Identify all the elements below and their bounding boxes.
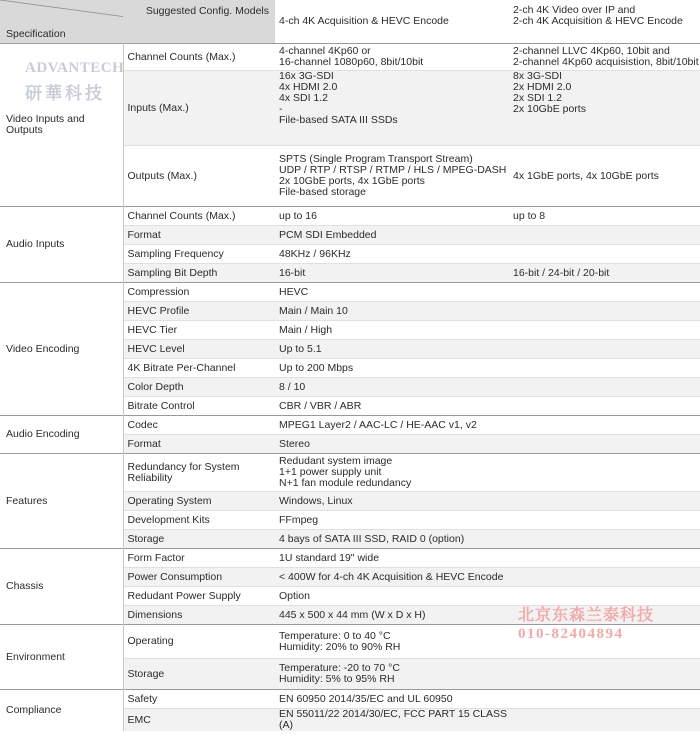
spec-row (0, 44, 700, 71)
dealer-name: 北京东森兰泰科技 (518, 607, 655, 624)
feature-label: Sampling Frequency (123, 245, 275, 264)
model-1-value: EN 55011/22 2014/30/EC, FCC PART 15 CLASS (A) (275, 709, 509, 732)
model-2-value (509, 321, 700, 340)
feature-label: Channel Counts (Max.) (123, 44, 275, 71)
model-2-value (509, 359, 700, 378)
model-1-value: Temperature: -20 to 70 °C Humidity: 5% to 95% RH (275, 659, 509, 690)
model-1-title: 4-ch 4K Acquisition & HEVC Encode (279, 15, 449, 27)
model-2-value (509, 397, 700, 416)
model-2-header (509, 0, 700, 44)
category-cell: Environment (0, 625, 123, 690)
model-1-value: 4-channel 4Kp60 or 16-channel 1080p60, 8bit/10bit (275, 44, 509, 71)
model-2-value (509, 690, 700, 709)
feature-label: Format (123, 435, 275, 454)
spec-row (0, 207, 700, 226)
spec-row (0, 283, 700, 302)
model-1-value: Main / High (275, 321, 509, 340)
feature-label: Storage (123, 530, 275, 549)
feature-label: Power Consumption (123, 568, 275, 587)
feature-label: Safety (123, 690, 275, 709)
model-1-value: MPEG1 Layer2 / AAC-LC / HE-AAC v1, v2 (275, 416, 509, 435)
feature-label: Color Depth (123, 378, 275, 397)
model-1-header (275, 0, 509, 44)
model-1-value: Option (275, 587, 509, 606)
category-cell: Chassis (0, 549, 123, 625)
feature-label: HEVC Level (123, 340, 275, 359)
model-1-value: 16x 3G-SDI 4x HDMI 2.0 4x SDI 1.2 - File-based SATA III SSDs (275, 71, 509, 146)
suggested-models-label: Suggested Config. Models (145, 5, 269, 17)
model-2-value (509, 492, 700, 511)
specification-header-cell (0, 0, 123, 44)
advantech-logo-cn: 研華科技 (25, 84, 105, 103)
model-2-value: 4x 1GbE ports, 4x 10GbE ports (509, 146, 700, 207)
model-2-value (509, 378, 700, 397)
feature-label: Format (123, 226, 275, 245)
model-1-value: Windows, Linux (275, 492, 509, 511)
model-2-title: 2-ch 4K Video over IP and 2-ch 4K Acquisition & HEVC Encode (513, 4, 683, 27)
category-cell: Video Encoding (0, 283, 123, 416)
model-1-value: Temperature: 0 to 40 °C Humidity: 20% to 90% RH (275, 625, 509, 659)
specification-label: Specification (6, 28, 66, 40)
feature-label: EMC (123, 709, 275, 732)
model-2-value: 8x 3G-SDI 2x HDMI 2.0 2x SDI 1.2 2x 10GbE ports (509, 71, 700, 146)
model-2-value: 2-channel LLVC 4Kp60, 10bit and 2-channel 4Kp60 acquisistion, 8bit/10bit (509, 44, 700, 71)
feature-label: Compression (123, 283, 275, 302)
feature-label: HEVC Tier (123, 321, 275, 340)
feature-label: HEVC Profile (123, 302, 275, 321)
model-1-value: Main / Main 10 (275, 302, 509, 321)
spec-row (0, 625, 700, 659)
model-2-value (509, 549, 700, 568)
model-1-value: EN 60950 2014/35/EC and UL 60950 (275, 690, 509, 709)
model-1-value: < 400W for 4-ch 4K Acquisition & HEVC Encode (275, 568, 509, 587)
model-1-value: Up to 200 Mbps (275, 359, 509, 378)
model-1-value: 4 bays of SATA III SSD, RAID 0 (option) (275, 530, 509, 549)
model-1-value: up to 16 (275, 207, 509, 226)
dealer-phone: 010-82404894 (518, 626, 624, 642)
model-2-value (509, 245, 700, 264)
model-1-value: 8 / 10 (275, 378, 509, 397)
model-1-value: SPTS (Single Program Transport Stream) UDP / RTP / RTSP / RTMP / HLS / MPEG-DASH 2x 10GbE ports, 4x 1GbE ports File-based storage (275, 146, 509, 207)
model-2-value: up to 8 (509, 207, 700, 226)
model-2-value (509, 454, 700, 492)
model-2-value (509, 511, 700, 530)
feature-label: Codec (123, 416, 275, 435)
feature-label: Dimensions (123, 606, 275, 625)
feature-label: 4K Bitrate Per-Channel (123, 359, 275, 378)
model-2-value (509, 587, 700, 606)
feature-label: Sampling Bit Depth (123, 264, 275, 283)
model-1-value: 1U standard 19" wide (275, 549, 509, 568)
advantech-logo-text: ADVANTECH (25, 60, 125, 76)
category-cell: Audio Encoding (0, 416, 123, 454)
spec-row (0, 454, 700, 492)
model-1-value: Redudant system image 1+1 power supply unit N+1 fan module redundancy (275, 454, 509, 492)
feature-label: Bitrate Control (123, 397, 275, 416)
model-2-value (509, 340, 700, 359)
model-1-value: HEVC (275, 283, 509, 302)
category-cell: Video Inputs and Outputs (0, 44, 123, 207)
feature-label: Operating System (123, 492, 275, 511)
model-2-value (509, 530, 700, 549)
category-cell: Features (0, 454, 123, 549)
model-2-value (509, 226, 700, 245)
model-2-value (509, 568, 700, 587)
model-2-value (509, 416, 700, 435)
model-1-value: PCM SDI Embedded (275, 226, 509, 245)
feature-label: Development Kits (123, 511, 275, 530)
model-1-value: CBR / VBR / ABR (275, 397, 509, 416)
feature-label: Storage (123, 659, 275, 690)
feature-label: Redundancy for System Reliability (123, 454, 275, 492)
model-1-value: FFmpeg (275, 511, 509, 530)
model-1-value: Stereo (275, 435, 509, 454)
spec-row (0, 690, 700, 709)
feature-label: Channel Counts (Max.) (123, 207, 275, 226)
model-1-value: Up to 5.1 (275, 340, 509, 359)
spec-row (0, 549, 700, 568)
feature-label: Form Factor (123, 549, 275, 568)
category-cell: Audio Inputs (0, 207, 123, 283)
model-2-value (509, 625, 700, 659)
model-2-value (509, 435, 700, 454)
model-2-value (509, 302, 700, 321)
spec-row (0, 416, 700, 435)
feature-label: Outputs (Max.) (123, 146, 275, 207)
models-header-cell (123, 0, 275, 44)
model-2-value: 16-bit / 24-bit / 20-bit (509, 264, 700, 283)
model-1-value: 445 x 500 x 44 mm (W x D x H) (275, 606, 509, 625)
model-2-value (509, 606, 700, 625)
category-cell: Compliance (0, 690, 123, 732)
feature-label: Redudant Power Supply (123, 587, 275, 606)
feature-label: Operating (123, 625, 275, 659)
model-2-value (509, 659, 700, 690)
model-1-value: 48KHz / 96KHz (275, 245, 509, 264)
model-2-value (509, 709, 700, 732)
header-row (0, 0, 700, 44)
model-1-value: 16-bit (275, 264, 509, 283)
model-2-value (509, 283, 700, 302)
feature-label: Inputs (Max.) (123, 71, 275, 146)
